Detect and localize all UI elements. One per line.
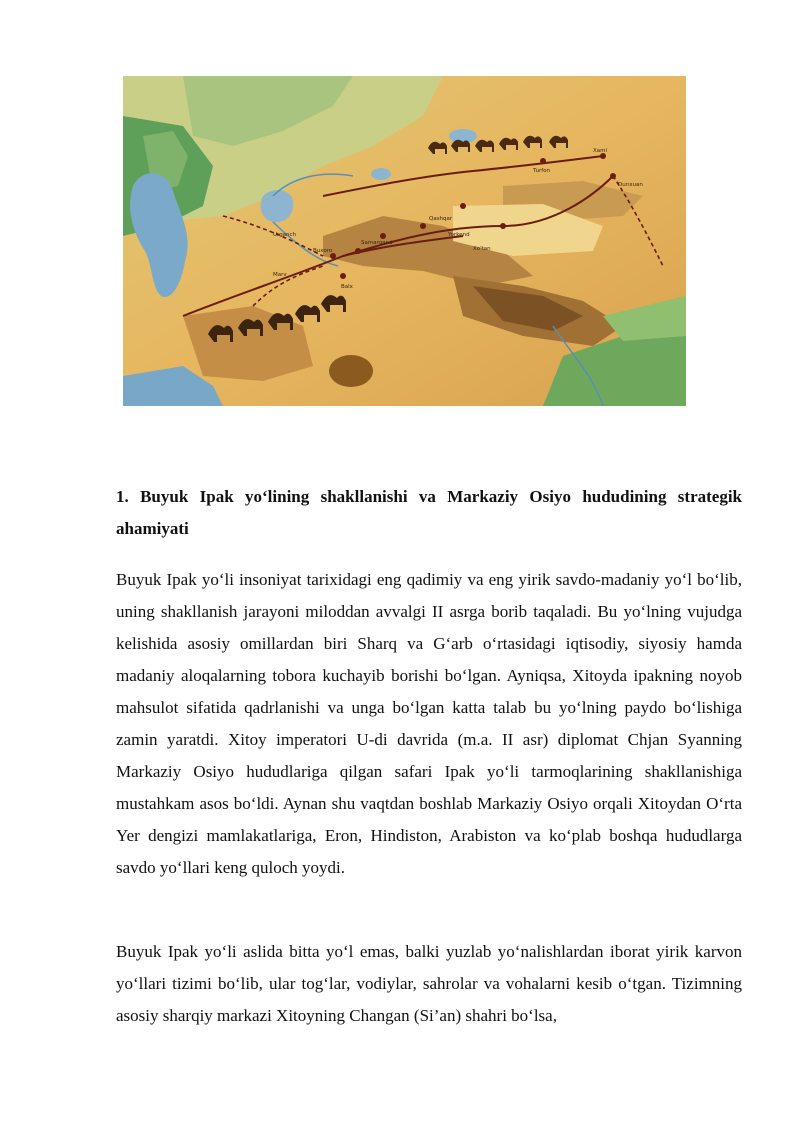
paragraph-2: Buyuk Ipak yo‘li aslida bitta yo‘l emas, balki yuzlab yo‘nalishlardan iborat yirik karvon yo‘llari tizimi bo‘lib, ular tog‘lar, vodiylar, sahrolar va vohalarni kesib o‘tgan. Tizimning asosiy sharqiy markazi Xitoyning Changan (Si’an) shahri bo‘lsa, [116, 942, 742, 1025]
map-label: Xami [593, 148, 608, 154]
map-label: Marv [273, 272, 287, 278]
section-heading: 1. Buyuk Ipak yo‘lining shakllanishi va Markaziy Osiyo hududining strategik ahamiyati [116, 487, 742, 538]
map-label: Balx [341, 284, 353, 290]
map-label: Dunxuan [618, 182, 643, 188]
silk-road-map [123, 76, 686, 406]
map-label: Yorkend [448, 232, 470, 238]
paragraph-1: Buyuk Ipak yo‘li insoniyat tarixidagi eng qadimiy va eng yirik savdo-madaniy yo‘l bo‘lib, uning shakllanish jarayoni miloddan avvalgi II asrga borib taqaladi. Bu yo‘lning vujudga kelishida asosiy omillardan biri Sharq va G‘arb o‘rtasidagi iqtisodiy, siyosiy hamda madaniy aloqalarning tobora kuchayib borishi bo‘lgan. Ayniqsa, Xitoyda ipakning noyob mahsulot sifatida qadrlanishi va unga bo‘lgan katta talab bu yo‘lning paydo bo‘lishiga zamin yaratdi. Xitoy imperatori U-di davrida (m.a. II asr) diplomat Chjan Syanning Markaziy Osiyo hududlariga qilgan safari Ipak yo‘li tarmoqlarining shakllanishiga mustahkam asos bo‘ldi. Aynan shu vaqtdan boshlab Markaziy Osiyo orqali Xitoydan O‘rta Yer dengizi mamlakatlariga, Eron, Hindiston, Arabiston va ko‘plab boshqa hududlarga savdo yo‘llari keng quloch yoydi. [116, 570, 742, 877]
map-label: Samarqand [361, 240, 393, 246]
map-label: Turfon [533, 168, 551, 174]
map-label: Xo'tan [473, 246, 491, 252]
map-label: Buxoro [313, 248, 333, 254]
map-label: Qashqar [429, 216, 453, 222]
map-label: Urganch [273, 232, 297, 238]
